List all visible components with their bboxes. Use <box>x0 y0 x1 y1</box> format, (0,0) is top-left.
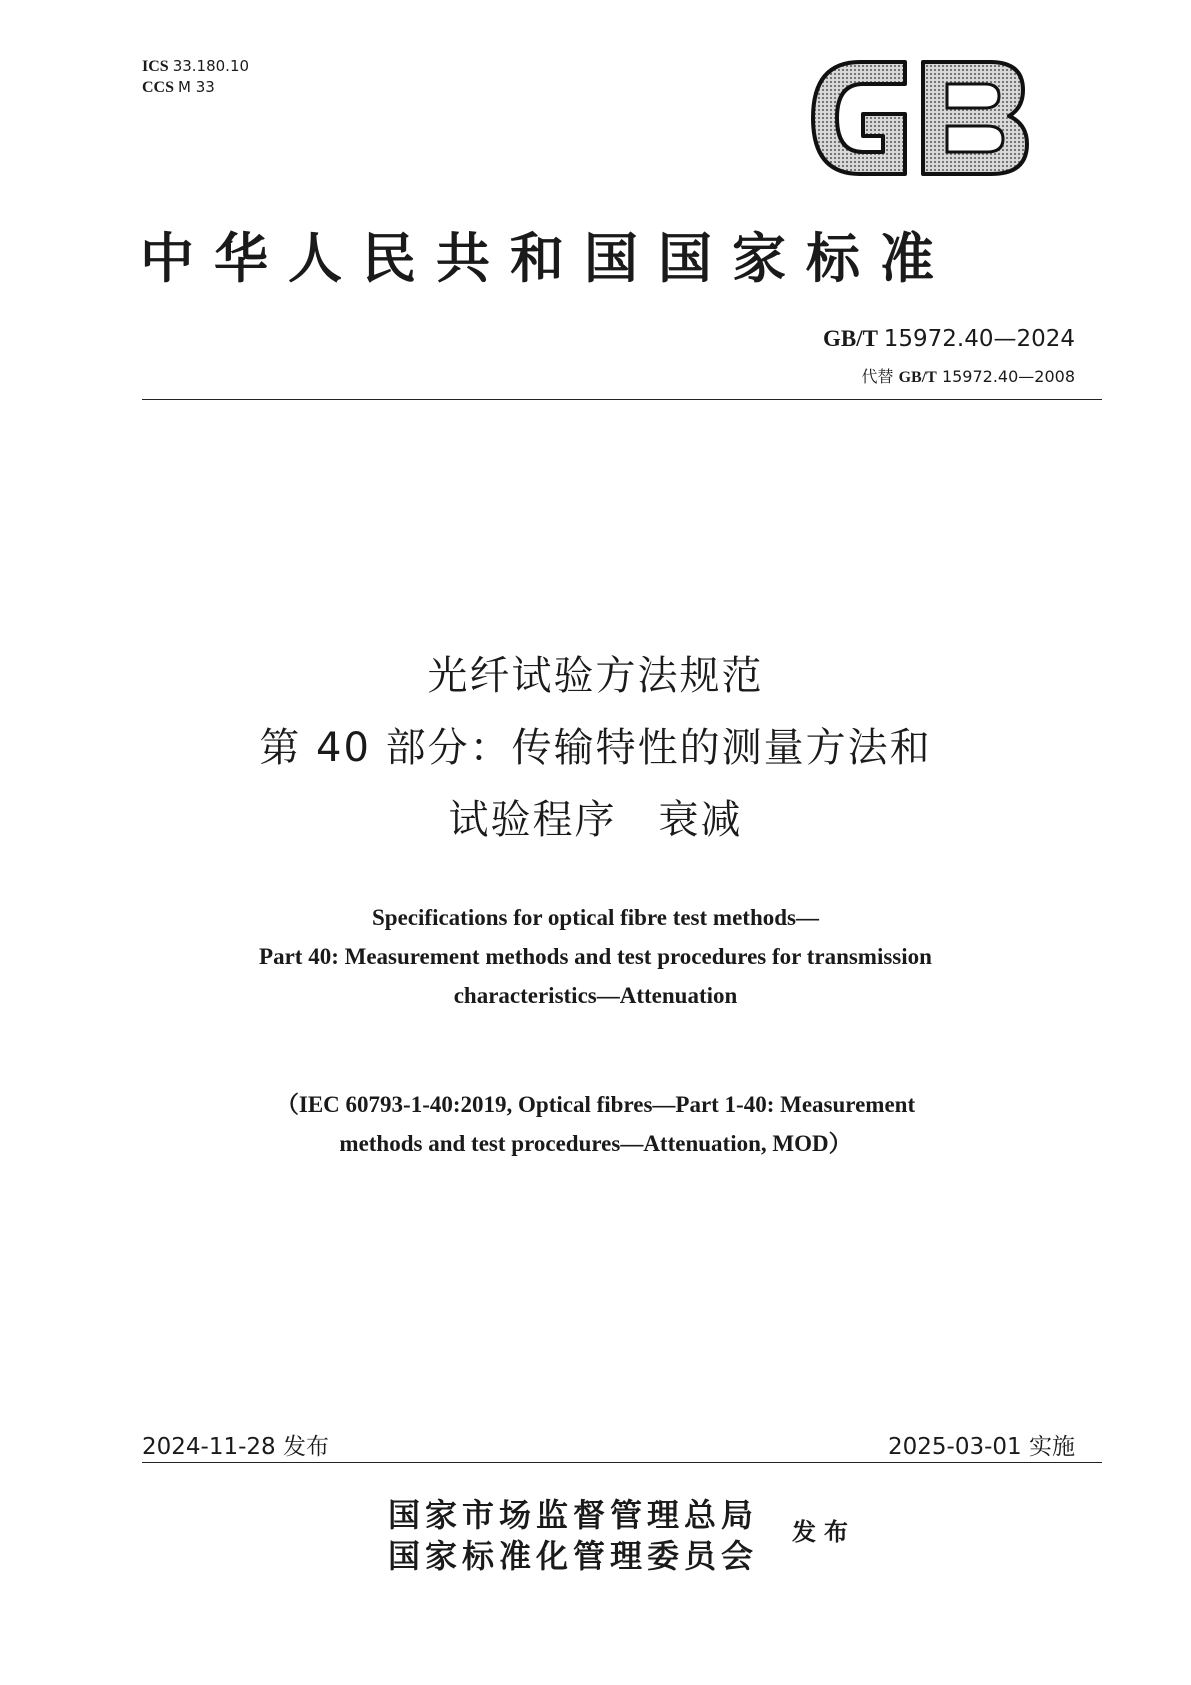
ics-label: ICS <box>142 58 169 75</box>
english-title <box>0 898 1191 1015</box>
chinese-title-line-2: 第 40 部分：传输特性的测量方法和 <box>259 725 932 771</box>
issuer-2: 国家标准化管理委员会 <box>388 1538 759 1574</box>
ccs-code: M 33 <box>178 78 215 96</box>
issue-verb: 发布 <box>792 1520 856 1546</box>
national-standard-title: 中华人民共和国国家标准 <box>140 229 954 289</box>
ics-line <box>142 56 249 77</box>
chinese-title <box>0 640 1191 856</box>
implementation-date: 2025-03-01 实施 <box>888 1434 1075 1460</box>
replaces-prefix: GB/T <box>898 369 937 386</box>
issuing-authorities <box>388 1495 758 1577</box>
header-divider <box>142 399 1102 400</box>
footer-divider <box>142 1462 1102 1463</box>
iec-reference-line-2: methods and test procedures—Attenuation, MOD） <box>339 1131 852 1156</box>
gb-logo <box>805 56 1035 181</box>
chinese-title-line-1: 光纤试验方法规范 <box>427 653 764 699</box>
standard-prefix: GB/T <box>823 326 878 351</box>
ics-code: 33.180.10 <box>172 57 250 75</box>
classification-codes <box>142 56 249 98</box>
iec-reference-line-1: （IEC 60793-1-40:2019, Optical fibres—Part 1-40: Measurement <box>275 1092 916 1117</box>
english-title-line-2: Part 40: Measurement methods and test procedures for transmission <box>259 944 932 969</box>
replaces-standard <box>862 364 1076 387</box>
publication-date: 2024-11-28 发布 <box>142 1434 329 1460</box>
issuer-1: 国家市场监督管理总局 <box>388 1497 759 1533</box>
standard-number-value: 15972.40—2024 <box>883 326 1075 352</box>
iec-reference <box>0 1085 1191 1163</box>
chinese-title-line-3: 试验程序 衰减 <box>448 797 743 843</box>
replaces-number: 15972.40—2008 <box>941 367 1075 386</box>
english-title-line-1: Specifications for optical fibre test methods— <box>372 905 819 930</box>
replaces-label: 代替 <box>861 367 894 386</box>
ccs-line <box>142 77 249 98</box>
ccs-label: CCS <box>142 79 175 96</box>
english-title-line-3: characteristics—Attenuation <box>453 983 738 1008</box>
standard-number <box>823 326 1075 352</box>
gb-logo-graphic <box>805 56 1035 181</box>
